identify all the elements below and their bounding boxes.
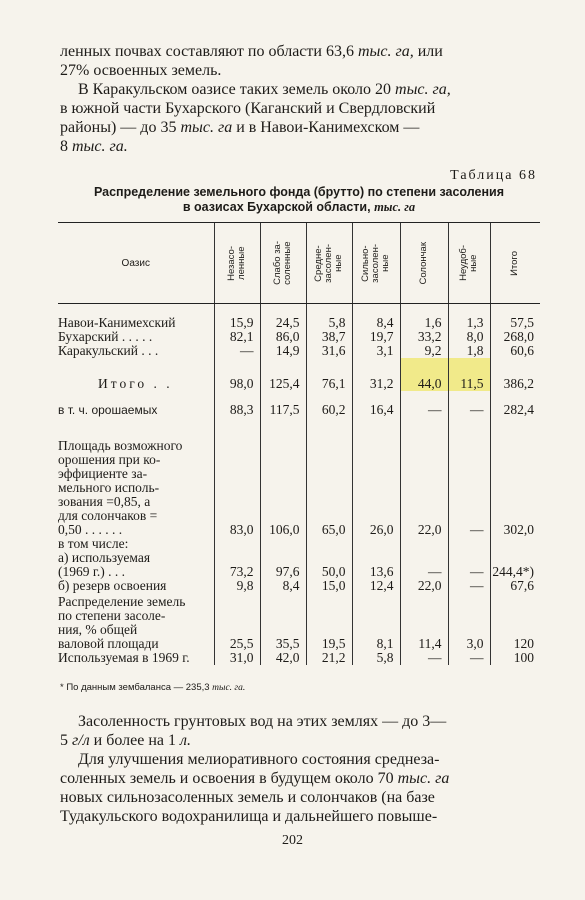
table-cell: 73,2 9,8 <box>214 537 260 593</box>
table-cell: 57,5 268,0 60,6 <box>490 304 540 358</box>
table-cell: 60,2 <box>306 391 352 417</box>
table-row <box>58 304 540 358</box>
table-cell: 19,5 21,2 <box>306 593 352 665</box>
table-cell: 26,0 <box>352 417 400 537</box>
table-row <box>58 537 540 593</box>
text-line: районы) — до 35 тыс. га и в Навои-Канимехском — <box>60 119 420 136</box>
table-cell: 25,5 31,0 <box>214 593 260 665</box>
table-cell: 386,2 <box>490 358 540 391</box>
table-caption: Распределение земельного фонда (брутто) по степени засоления в оазисах Бухарской области, тыс. га <box>93 185 505 214</box>
table-cell: 76,1 <box>306 358 352 391</box>
table-cell: 98,0 <box>214 358 260 391</box>
table-cell: 125,4 <box>260 358 306 391</box>
row-label: Итого . . <box>98 375 173 391</box>
text-line: ленных почвах составляют по области 63,6 тыс. га, или <box>60 43 443 60</box>
row-label: в т. ч. орошаемых <box>58 402 158 417</box>
text-line: новых сильнозасоленных земель и солончаков (на базе <box>60 789 435 806</box>
top-paragraph <box>60 42 538 156</box>
col-header-weak: Слабо за- соленные <box>260 223 306 304</box>
table-cell: 1,3 8,0 1,8 <box>448 304 490 358</box>
table-number: Таблица 68 <box>450 168 537 183</box>
col-header-solonchak: Солончак <box>400 223 448 304</box>
table-cell: 5,8 38,7 31,6 <box>306 304 352 358</box>
table-cell: — <box>448 391 490 417</box>
table-row <box>58 417 540 537</box>
table-row <box>58 391 540 417</box>
text-line: В Каракульском оазисе таких земель около 20 тыс. га, <box>78 81 451 98</box>
text-line: 27% освоенных земель. <box>60 62 222 79</box>
table-cell: 65,0 <box>306 417 352 537</box>
table-cell: 120 100 <box>490 593 540 665</box>
table-footnote: * По данным зембаланса — 235,3 тыс. га. <box>60 682 246 693</box>
table-cell: 244,4*) 67,6 <box>490 537 540 593</box>
table-cell: 88,3 <box>214 391 260 417</box>
text-line: 8 тыс. га. <box>60 138 128 155</box>
table-cell: 8,4 19,7 3,1 <box>352 304 400 358</box>
col-header-total: Итого <box>490 223 540 304</box>
table-cell: 22,0 <box>400 417 448 537</box>
table-cell: 1,6 33,2 9,2 <box>400 304 448 358</box>
table-cell: — <box>400 391 448 417</box>
table-cell: 97,6 8,4 <box>260 537 306 593</box>
table-header-row <box>58 223 540 304</box>
table-cell: 44,0 <box>400 358 448 391</box>
col-header-medium: Средне- засолен- ные <box>306 223 352 304</box>
row-label: в том числе: а) используемая (1969 г.) . . . б) резерв освоения <box>58 535 167 593</box>
col-header-strong: Сильно- засолен- ные <box>352 223 400 304</box>
table-cell: 106,0 <box>260 417 306 537</box>
table-cell: 8,1 5,8 <box>352 593 400 665</box>
salinity-table <box>58 222 540 665</box>
table-cell: 13,6 12,4 <box>352 537 400 593</box>
text-line: Для улучшения мелиоративного состояния среднеза- <box>78 751 440 768</box>
row-label: Распределение земель по степени засоле- ния, % общей валовой площади Используемая в 1969 г. <box>58 593 190 665</box>
table-cell: 35,5 42,0 <box>260 593 306 665</box>
col-header-oasis: Оазис <box>58 223 214 304</box>
table-row <box>58 593 540 665</box>
table-cell: 24,5 86,0 14,9 <box>260 304 306 358</box>
table-cell: — — <box>448 537 490 593</box>
bottom-paragraph <box>60 712 538 826</box>
table-cell: 31,2 <box>352 358 400 391</box>
table-cell: 117,5 <box>260 391 306 417</box>
row-label: Навои-Канимехский Бухарский . . . . . Каракульский . . . <box>58 314 176 358</box>
text-line: соленных земель и освоения в будущем около 70 тыс. га <box>60 770 450 787</box>
table-cell: 50,0 15,0 <box>306 537 352 593</box>
table-cell: 15,9 82,1 — <box>214 304 260 358</box>
table-row <box>58 358 540 391</box>
text-line: в южной части Бухарского (Каганский и Свердловский <box>60 100 436 117</box>
table-cell: 16,4 <box>352 391 400 417</box>
table-cell: — <box>448 417 490 537</box>
table-cell: 11,4 — <box>400 593 448 665</box>
text-line: Засоленность грунтовых вод на этих землях — до 3— <box>78 713 447 730</box>
table-cell: 282,4 <box>490 391 540 417</box>
text-line: 5 г/л и более на 1 л. <box>60 732 191 749</box>
table-cell: 83,0 <box>214 417 260 537</box>
table-cell: 302,0 <box>490 417 540 537</box>
col-header-unsuitable: Неудоб- ные <box>448 223 490 304</box>
table-cell: 11,5 <box>448 358 490 391</box>
row-label: Площадь возможного орошения при ко- эффициенте за- мельного исполь- зования =0,85, а для солончаков = 0,50 . . . . . . <box>58 437 183 537</box>
table-cell: 3,0 — <box>448 593 490 665</box>
page-number: 202 <box>282 833 303 848</box>
text-line: Тудакульского водохранилища и дальнейшего повыше- <box>60 808 438 825</box>
col-header-unsalted: Незасо- ленные <box>214 223 260 304</box>
table-cell: — 22,0 <box>400 537 448 593</box>
